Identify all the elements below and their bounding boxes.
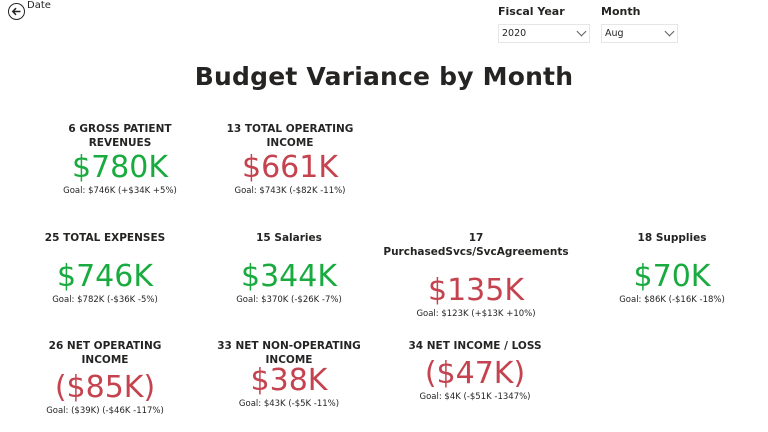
card-label: 18 Supplies [637,232,707,244]
month-title: Month [601,5,641,18]
page-title: Budget Variance by Month [194,62,574,91]
fiscal-year-value: 2020 [502,28,527,39]
arrow-left-icon [11,6,22,17]
card-value: $780K [71,150,169,185]
card-value: $746K [56,259,154,294]
card-total-expenses [25,231,185,305]
card-value: $135K [427,273,525,308]
card-value: $661K [241,150,339,185]
card-label: 17 PurchasedSvcs/SvcAgreements [383,232,569,258]
card-goal: Goal: ($39K) (-$46K -117%) [46,406,164,416]
back-button[interactable] [8,3,25,20]
card-goal: Goal: $746K (+$34K +5%) [63,186,177,196]
card-goal: Goal: $4K (-$51K -1347%) [419,392,531,402]
fiscal-year-dropdown[interactable] [498,24,590,43]
card-label: 6 GROSS PATIENT REVENUES [68,123,172,149]
card-label: 13 TOTAL OPERATING INCOME [226,123,354,149]
card-label: 25 TOTAL EXPENSES [44,232,166,244]
card-goal: Goal: $743K (-$82K -11%) [234,186,346,196]
card-value: $344K [240,259,338,294]
month-dropdown[interactable] [601,24,678,43]
card-net-income-loss [395,339,555,402]
card-value: ($47K) [424,356,526,391]
card-goal: Goal: $370K (-$26K -7%) [236,295,342,305]
card-salaries [209,231,369,305]
card-supplies [592,231,752,305]
card-label: 33 NET NON-OPERATING INCOME [217,340,361,366]
card-label: 34 NET INCOME / LOSS [408,340,542,352]
card-value: $70K [633,259,711,294]
card-total-operating-income [210,122,370,196]
card-gross-patient-revenues [40,122,200,196]
fiscal-year-title: Fiscal Year [498,5,565,18]
card-label: 15 Salaries [256,232,322,244]
month-value: Aug [605,28,624,39]
card-goal: Goal: $43K (-$5K -11%) [238,399,340,409]
card-goal: Goal: $782K (-$36K -5%) [52,295,158,305]
month-slicer [601,5,678,43]
card-value: $38K [250,363,328,398]
back-label: Date [27,0,51,11]
card-net-non-operating-income [209,339,369,409]
card-purchased-services [381,231,571,319]
card-goal: Goal: $86K (-$16K -18%) [619,295,725,305]
card-goal: Goal: $123K (+$13K +10%) [416,309,536,319]
fiscal-year-slicer [498,5,590,43]
card-value: ($85K) [54,370,156,405]
card-label: 26 NET OPERATING INCOME [48,340,162,366]
card-net-operating-income [25,339,185,416]
chevron-down-icon [665,27,675,37]
chevron-down-icon [577,27,587,37]
